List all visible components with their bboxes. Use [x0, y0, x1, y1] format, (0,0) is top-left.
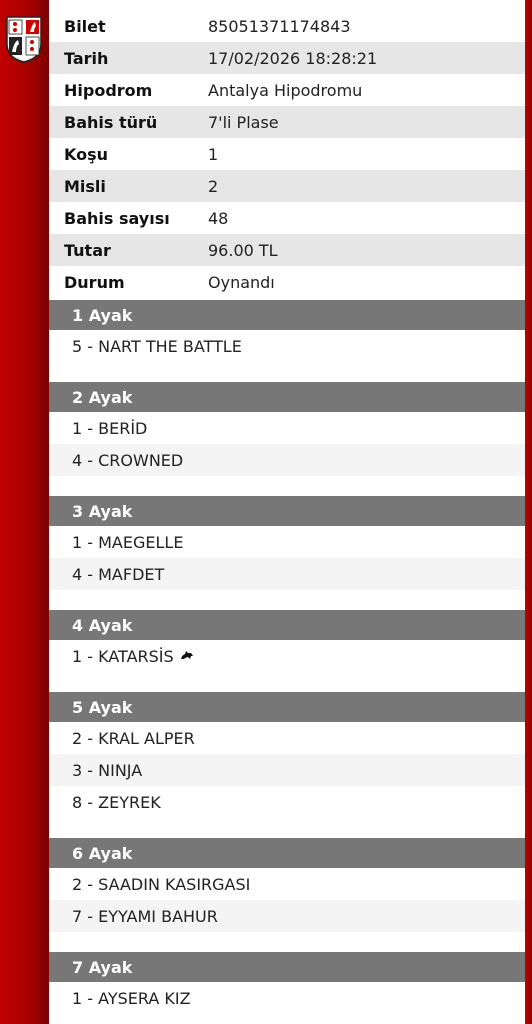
ticket-row-value: 2	[208, 176, 219, 196]
ticket-row	[49, 170, 525, 202]
ticket-row	[49, 266, 525, 298]
leg-header	[49, 952, 525, 982]
ticket-row-label: Bilet	[64, 16, 106, 36]
leg-header	[49, 610, 525, 640]
ticket-row-value: 1	[208, 144, 219, 164]
ticket-row-value: 7'li Plase	[208, 112, 279, 132]
ticket-row-label: Bahis türü	[64, 112, 158, 132]
horse-icon	[180, 649, 194, 663]
leg-title: 6 Ayak	[72, 843, 133, 863]
horse-row	[49, 722, 525, 754]
ticket-row-label: Bahis sayısı	[64, 208, 170, 228]
horse-name: 1 - BERİD	[72, 418, 148, 438]
horse-row	[49, 412, 525, 444]
horse-name: 4 - MAFDET	[72, 564, 165, 584]
ticket-detail	[49, 0, 525, 1024]
right-border	[525, 0, 532, 1024]
horse-row	[49, 786, 525, 818]
ticket-row-value: 85051371174843	[208, 16, 351, 36]
ticket-row	[49, 138, 525, 170]
horse-row	[49, 640, 525, 672]
leg-title: 4 Ayak	[72, 615, 133, 635]
ticket-row-label: Misli	[64, 176, 106, 196]
horse-name: 2 - SAADIN KASIRGASI	[72, 874, 251, 894]
ticket-row-label: Hipodrom	[64, 80, 153, 100]
ticket-row	[49, 106, 525, 138]
leg-title: 5 Ayak	[72, 697, 133, 717]
ticket-row	[49, 42, 525, 74]
ticket-row-label: Tutar	[64, 240, 111, 260]
ticket-row	[49, 10, 525, 42]
ticket-row-value: 48	[208, 208, 229, 228]
horse-name: 4 - CROWNED	[72, 450, 184, 470]
horse-row	[49, 868, 525, 900]
ticket-row-value: Antalya Hipodromu	[208, 80, 363, 100]
ticket-row-label: Durum	[64, 272, 125, 292]
ticket-row-value: Oynandı	[208, 272, 275, 292]
horse-row	[49, 754, 525, 786]
horse-name: 8 - ZEYREK	[72, 792, 161, 812]
leg-title: 2 Ayak	[72, 387, 133, 407]
horse-name: 1 - MAEGELLE	[72, 532, 184, 552]
ticket-row	[49, 74, 525, 106]
club-logo-icon	[4, 14, 44, 64]
horse-row	[49, 900, 525, 932]
horse-name: 5 - NART THE BATTLE	[72, 336, 242, 356]
horse-row	[49, 526, 525, 558]
leg-header	[49, 300, 525, 330]
horse-name: 1 - AYSERA KIZ	[72, 988, 191, 1008]
horse-name: 1 - KATARSİS	[72, 646, 174, 666]
ticket-row-value: 17/02/2026 18:28:21	[208, 48, 378, 68]
horse-row	[49, 330, 525, 362]
ticket-row-label: Tarih	[64, 48, 109, 68]
horse-name: 7 - EYYAMI BAHUR	[72, 906, 218, 926]
horse-name: 3 - NINJA	[72, 760, 143, 780]
ticket-row	[49, 234, 525, 266]
horse-name: 2 - KRAL ALPER	[72, 728, 195, 748]
leg-title: 3 Ayak	[72, 501, 133, 521]
leg-header	[49, 496, 525, 526]
horse-row	[49, 558, 525, 590]
leg-header	[49, 692, 525, 722]
horse-row	[49, 444, 525, 476]
ticket-row	[49, 202, 525, 234]
leg-header	[49, 382, 525, 412]
leg-title: 1 Ayak	[72, 305, 133, 325]
horse-row	[49, 982, 525, 1014]
ticket-row-value: 96.00 TL	[208, 240, 278, 260]
left-sidebar	[0, 0, 49, 1024]
ticket-row-label: Koşu	[64, 144, 109, 164]
leg-header	[49, 838, 525, 868]
leg-title: 7 Ayak	[72, 957, 133, 977]
